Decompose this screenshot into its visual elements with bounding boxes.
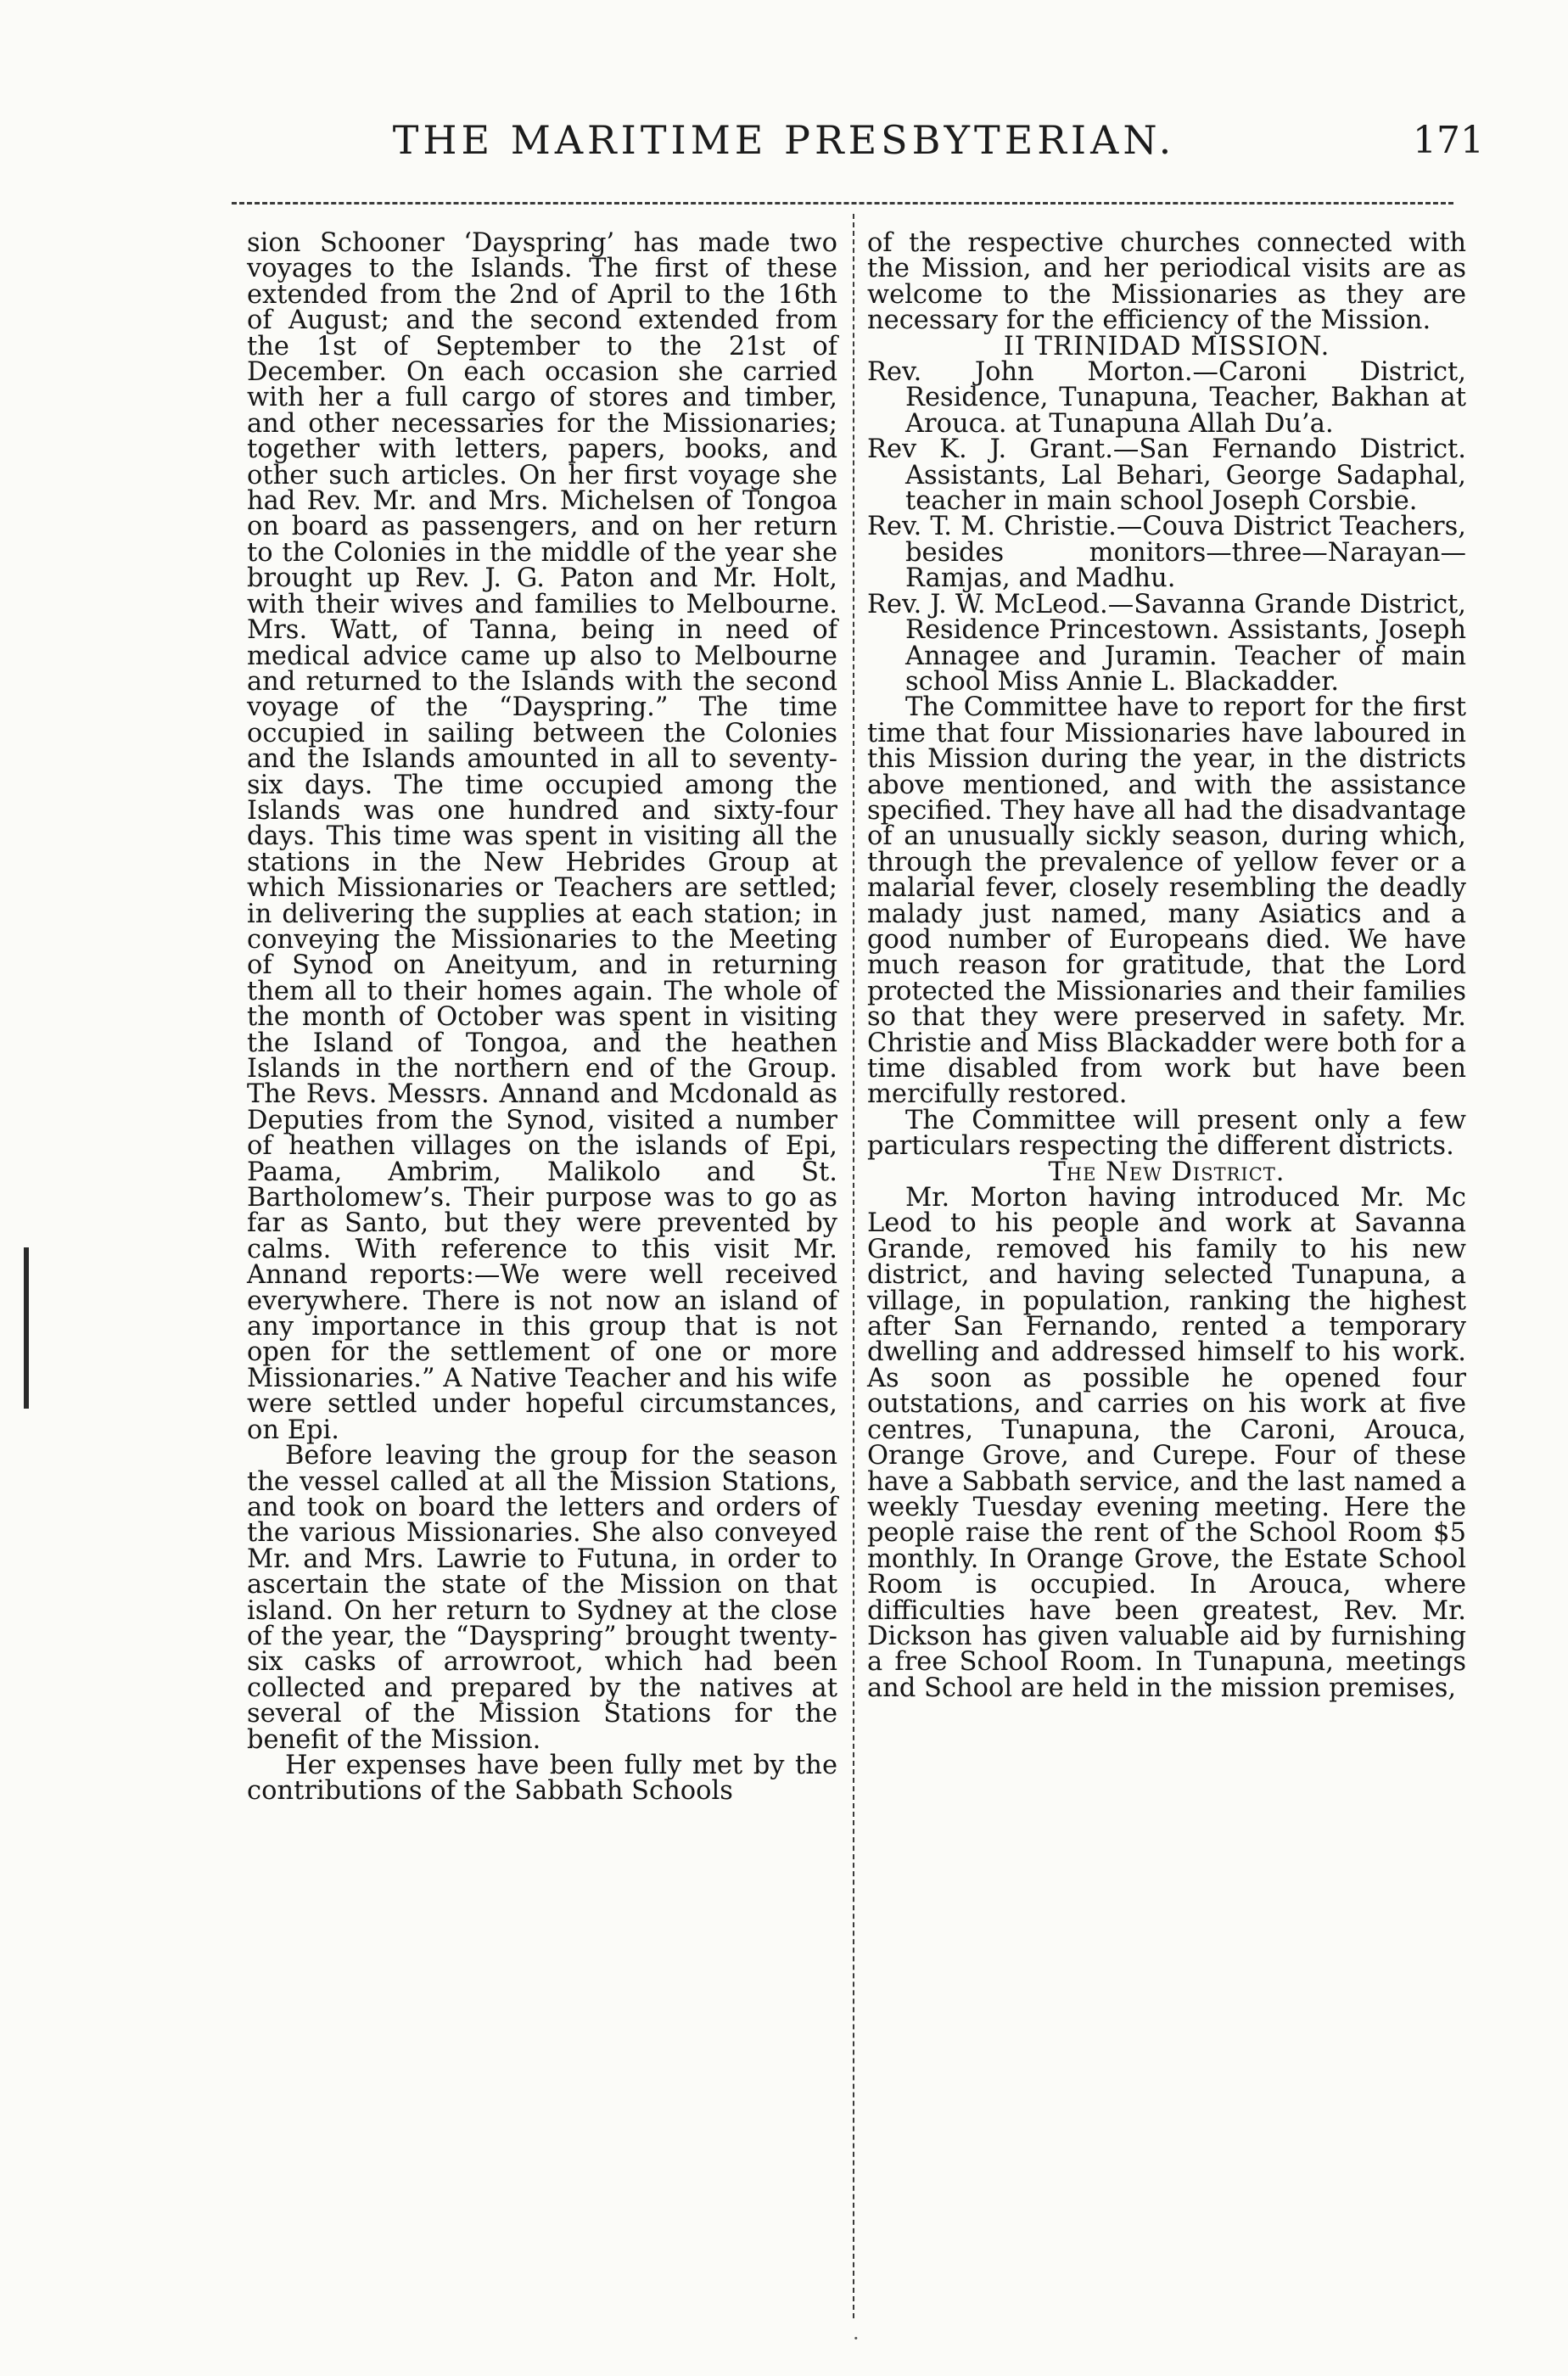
mission-entry-grant: Rev K. J. Grant.—San Fernando District. Assistants, Lal Behari, George Sadaphal, teacher in main school Joseph Corsbie. [867,434,1466,517]
right-paragraph-3: The Committee will present only a few particulars respecting the different districts. [867,1105,1466,1162]
left-column [247,228,837,1807]
page-header [0,117,1568,177]
section-heading-new-district: The New District. [1048,1157,1285,1187]
left-paragraph-3: Her expenses have been fully met by the contributions of the Sabbath Schools [247,1750,837,1807]
margin-mark [24,1247,29,1409]
right-paragraph-4: Mr. Morton having introduced Mr. Mc Leod to his people and work at Savanna Grande, removed his family to his new district, and having selected Tunapuna, a village, in population, ranking the highest after San Fernando, rented a temporary dwelling and addressed himself to his work. As soon as possible he opened four outstations, and carries on his work at five centres, Tunapuna, the Caroni, Arouca, Orange Grove, and Curepe. Four of these have a Sabbath service, and the last named a weekly Tuesday evening meeting. Here the people raise the rent of the School Room $5 monthly. In Orange Grove, the Estate School Room is occupied. In Arouca, where difficulties have been greatest, Rev. Mr. Dickson has given valuable aid by furnishing a free School Room. In Tunapuna, meetings and School are held in the mission premises, [867,1183,1466,1703]
mission-entry-morton: Rev. John Morton.—Caroni District, Residence, Tunapuna, Teacher, Bakhan at Arouca. at Tunapuna Allah Du’a. [867,357,1466,439]
right-column [867,228,1466,1703]
section-heading-trinidad: II TRINIDAD MISSION. [1003,331,1330,361]
page-number: 171 [1413,119,1484,162]
left-paragraph-1: sion Schooner ‘Dayspring’ has made two voyages to the Islands. The first of these extended from the 2nd of April to the 16th of August; and the second extended from the 1st of September to the 21st of December. On each occasion she carried with her a full cargo of stores and timber, and other necessaries for the Missionaries; together with letters, papers, books, and other such articles. On her first voyage she had Rev. Mr. and Mrs. Michelsen of Tongoa on board as passengers, and on her return to the Colonies in the middle of the year she brought up Rev. J. G. Paton and Mr. Holt, with their wives and families to Melbourne. Mrs. Watt, of Tanna, being in need of medical advice came up also to Melbourne and returned to the Islands with the second voyage of the “Dayspring.” The time occupied in sailing between the Colonies and the Islands amounted in all to seventy-six days. The time occupied among the Islands was one hundred and sixty-four days. This time was spent in visiting all the stations in the New Hebrides Group at which Missionaries or Teachers are settled; in delivering the supplies at each station; in conveying the Missionaries to the Meeting of Synod on Aneityum, and in returning them all to their homes again. The whole of the month of October was spent in visiting the Island of Tongoa, and the heathen Islands in the northern end of the Group. The Revs. Messrs. Annand and Mcdonald as Deputies from the Synod, visited a number of heathen villages on the islands of Epi, Paama, Ambrim, Malikolo and St. Bartholomew’s. Their purpose was to go as far as Santo, but they were prevented by calms. With reference to this visit Mr. Annand reports:—We were well received everywhere. There is not now an island of any importance in this group that is not open for the settlement of one or more Missionaries.” A Native Teacher and his wife were settled under hopeful circumstances, on Epi. [247,228,837,1445]
footer-mark: · [853,2327,860,2351]
mission-entry-christie: Rev. T. M. Christie.—Couva District Teachers, besides monitors—three—Narayan—Ramjas, and Madhu. [867,512,1466,594]
right-paragraph-1: of the respective churches connected with the Mission, and her periodical visits are as welcome to the Missionaries as they are necessary for the efficiency of the Mission. [867,228,1466,336]
mission-entry-mcleod: Rev. J. W. McLeod.—Savanna Grande District, Residence Princestown. Assistants, Joseph Annagee and Juramin. Teacher of main school Miss Annie L. Blackadder. [867,589,1466,697]
header-rule [232,202,1453,205]
column-divider [853,214,854,2318]
right-paragraph-2: The Committee have to report for the first time that four Missionaries have laboured in this Mission during the year, in the districts above mentioned, and with the assistance specified. They have all had the disadvantage of an unusually sickly season, during which, through the prevalence of yellow fever or a malarial fever, closely resembling the deadly malady just named, many Asiatics and a good number of Europeans died. We have much reason for gratitude, that the Lord protected the Missionaries and their families so that they were preserved in safety. Mr. Christie and Miss Blackadder were both for a time disabled from work but have been mercifully restored. [867,692,1466,1110]
left-paragraph-2: Before leaving the group for the season the vessel called at all the Mission Stations, and took on board the letters and orders of the various Missionaries. She also conveyed Mr. and Mrs. Lawrie to Futuna, in order to ascertain the state of the Mission on that island. On her return to Sydney at the close of the year, the “Dayspring” brought twenty-six casks of arrowroot, which had been collected and prepared by the natives at several of the Mission Stations for the benefit of the Mission. [247,1441,837,1755]
running-title: THE MARITIME PRESBYTERIAN. [392,117,1176,163]
